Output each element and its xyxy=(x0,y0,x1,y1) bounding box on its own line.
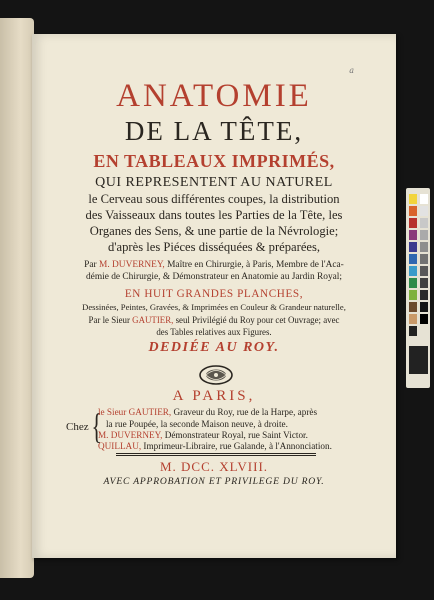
swatch-magenta xyxy=(409,230,417,240)
imprint-line-4 xyxy=(98,441,332,451)
swatch-lime xyxy=(409,290,417,300)
title-line-3: EN TABLEAUX IMPRIMÉS, xyxy=(93,151,335,171)
title-line-4: QUI REPRESENTENT AU NATUREL xyxy=(95,175,333,190)
imprint-line-4-rest: Imprimeur-Libraire, rue Galande, à l'Annonciation. xyxy=(143,441,332,451)
imprint-gautier: le Sieur GAUTIER, xyxy=(98,407,172,417)
swatch-violet xyxy=(409,242,417,252)
plates-heading: EN HUIT GRANDES PLANCHES, xyxy=(124,288,304,300)
author-line-1-rest: Maître en Chirurgie, à Paris, Membre de l'Aca- xyxy=(167,260,344,270)
title-page xyxy=(32,34,396,558)
swatch-green xyxy=(409,278,417,288)
description-line-4: d'après les Piéces disséquées & préparées, xyxy=(107,240,321,254)
author-line-1 xyxy=(32,260,396,270)
printer-ornament-icon xyxy=(198,364,234,386)
plates-line-3: des Tables relatives aux Figures. xyxy=(156,327,272,337)
imprint-line-2: la rue Poupée, la seconde Maison neuve, à droite. xyxy=(106,419,288,429)
gray-8 xyxy=(420,278,428,288)
page-number: a xyxy=(349,66,354,75)
title-line-1: ANATOMIE xyxy=(116,78,312,114)
privilege-line: AVEC APPROBATION ET PRIVILEGE DU ROY. xyxy=(103,476,325,487)
gray-2 xyxy=(420,206,428,216)
brace-glyph: { xyxy=(91,406,102,446)
imprint-city: A PARIS, xyxy=(172,388,256,404)
description-line-2: des Vaisseaux dans toutes les Parties de la Tête, les xyxy=(85,208,343,222)
author-prefix: Par xyxy=(84,260,97,270)
gray-4 xyxy=(420,230,428,240)
author-name: M. DUVERNEY, xyxy=(99,260,165,270)
author-line-2: démie de Chirurgie, & Démonstrateur en Anatomie au Jardin Royal; xyxy=(85,272,342,282)
dedication: DEDIÉE AU ROY. xyxy=(148,340,280,355)
title-line-2: DE LA TÊTE, xyxy=(124,116,304,146)
description-line-1: le Cerveau sous différentes coupes, la distribution xyxy=(88,192,340,206)
gray-6 xyxy=(420,254,428,264)
imprint-chez: Chez xyxy=(66,421,89,433)
gray-3 xyxy=(420,218,428,228)
plates-line-2-prefix: Par le Sieur xyxy=(88,315,130,325)
rule-top xyxy=(116,453,316,454)
gray-1 xyxy=(420,194,428,204)
imprint-line-1-rest: Graveur du Roy, rue de la Harpe, après xyxy=(173,407,318,417)
swatch-brown xyxy=(409,302,417,312)
swatch-black xyxy=(409,326,417,336)
plates-line-1: Dessinées, Peintes, Gravées, & Imprimées en Couleur & Grandeur naturelle, xyxy=(82,302,346,312)
swatch-yellow xyxy=(409,194,417,204)
color-calibration-card xyxy=(406,188,430,388)
preceding-page-edge xyxy=(0,18,34,578)
gray-7 xyxy=(420,266,428,276)
swatch-orange xyxy=(409,206,417,216)
imprint-line-1 xyxy=(98,407,317,417)
plates-line-2 xyxy=(32,315,396,325)
imprint-quillau: QUILLAU, xyxy=(98,441,142,451)
swatch-red xyxy=(409,218,417,228)
swatch-blue xyxy=(409,254,417,264)
gray-10 xyxy=(420,302,428,312)
swatch-cyan xyxy=(409,266,417,276)
card-black-block xyxy=(409,346,428,374)
swatch-tan xyxy=(409,314,417,324)
description-line-3: Organes des Sens, & une partie de la Névrologie; xyxy=(89,224,339,238)
gray-5 xyxy=(420,242,428,252)
plates-line-2-rest: seul Privilégié du Roy pour cet Ouvrage; avec xyxy=(175,315,340,325)
gray-9 xyxy=(420,290,428,300)
imprint-duverney: M. DUVERNEY, xyxy=(98,430,163,440)
imprint-year: M. DCC. XLVIII. xyxy=(159,459,269,474)
rule-top-thin xyxy=(116,455,316,456)
gautier-name: GAUTIER, xyxy=(132,315,174,325)
gray-11 xyxy=(420,314,428,324)
imprint-line-3-rest: Démonstrateur Royal, rue Saint Victor. xyxy=(164,430,308,440)
imprint-line-3 xyxy=(98,430,308,440)
